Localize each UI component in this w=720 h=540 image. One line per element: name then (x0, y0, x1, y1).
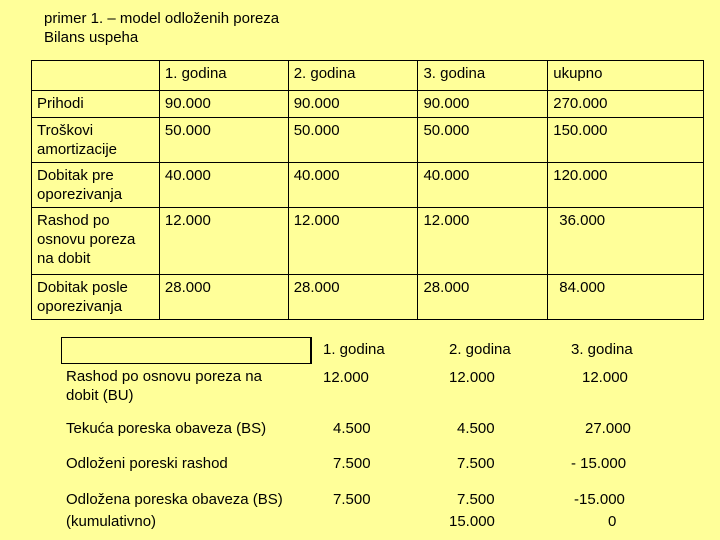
table-row (32, 163, 704, 208)
table-cell: 90.000 (288, 91, 418, 118)
header-cell (32, 61, 160, 91)
tax-row-label: Odložena poreska obaveza (BS) (kumulativno) (66, 491, 283, 530)
page-title: primer 1. – model odloženih poreza (44, 10, 280, 27)
tax-row-label: Rashod po osnovu poreza na dobit (BU) (66, 368, 262, 404)
table-cell: 28.000 (288, 275, 418, 320)
row-label: Prihodi (32, 91, 160, 118)
table-cell: 50.000 (159, 118, 288, 163)
header-cell: 3. godina (418, 61, 548, 91)
tax-cell: 7.500 (333, 491, 371, 508)
row-label: Rashod po osnovu poreza na dobit (32, 208, 160, 275)
table-cell: 28.000 (159, 275, 288, 320)
tax-col-header: 3. godina (571, 341, 633, 358)
tax-col-header: 2. godina (449, 341, 511, 358)
header-cell: 2. godina (288, 61, 418, 91)
table-cell: 40.000 (418, 163, 548, 208)
table-cell: 90.000 (159, 91, 288, 118)
table-row (32, 91, 704, 118)
table-cell: 270.000 (548, 91, 704, 118)
tax-cell: 4.500 (333, 420, 371, 437)
tax-cell: 12.000 (449, 369, 495, 386)
table-cell: 12.000 (418, 208, 548, 275)
table-cell: 150.000 (548, 118, 704, 163)
table-cell: 12.000 (288, 208, 418, 275)
income-statement-table (31, 60, 704, 320)
table-cell: 120.000 (548, 163, 704, 208)
table-row (32, 208, 704, 275)
tax-cell: 0 (608, 513, 617, 530)
tax-cell: 7.500 (457, 491, 495, 508)
page-subtitle: Bilans uspeha (44, 29, 139, 46)
table-cell: 50.000 (418, 118, 548, 163)
tax-cell: 7.500 (333, 455, 371, 472)
tax-cell: -15.000 (574, 491, 625, 508)
table-cell: 50.000 (288, 118, 418, 163)
table-cell: 36.000 (548, 208, 704, 275)
tax-row-label: Tekuća poreska obaveza (BS) (66, 420, 267, 437)
tax-table-header-box (61, 337, 312, 364)
table-header-row (32, 61, 704, 91)
header-cell: 1. godina (159, 61, 288, 91)
row-label: Dobitak posle oporezivanja (32, 275, 160, 320)
table-row (32, 118, 704, 163)
table-cell: 12.000 (159, 208, 288, 275)
tax-cell: 4.500 (457, 420, 495, 437)
tax-cell: 12.000 (323, 369, 369, 386)
header-cell: ukupno (548, 61, 704, 91)
tax-cell: 7.500 (457, 455, 495, 472)
divider (310, 337, 311, 364)
table-row (32, 275, 704, 320)
row-label: Dobitak pre oporezivanja (32, 163, 160, 208)
table-cell: 40.000 (159, 163, 288, 208)
tax-cell: - 15.000 (571, 455, 627, 472)
tax-col-header: 1. godina (323, 341, 385, 358)
tax-cell: 12.000 (582, 369, 628, 386)
tax-row-label: Odloženi poreski rashod (66, 455, 228, 472)
row-label: Troškovi amortizacije (32, 118, 160, 163)
table-cell: 28.000 (418, 275, 548, 320)
tax-cell: 15.000 (449, 513, 495, 530)
table-cell: 90.000 (418, 91, 548, 118)
table-cell: 40.000 (288, 163, 418, 208)
table-cell: 84.000 (548, 275, 704, 320)
tax-cell: 27.000 (585, 420, 631, 437)
